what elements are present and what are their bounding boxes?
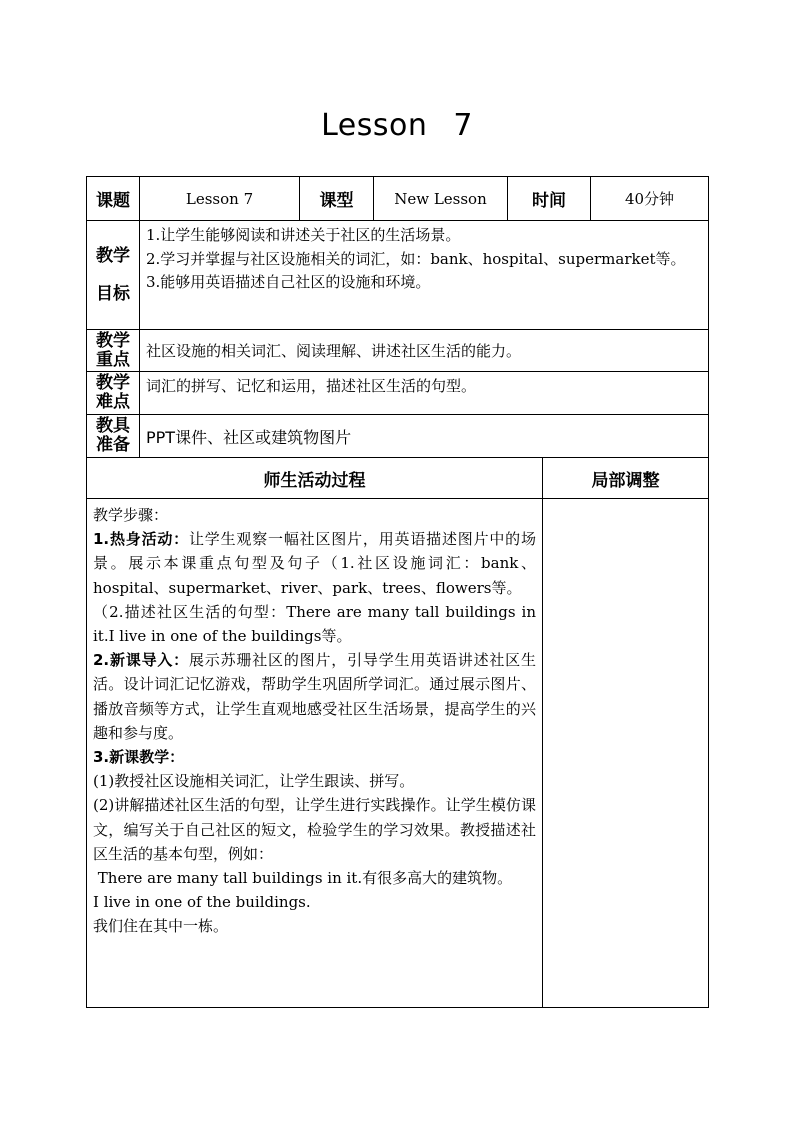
materials-label-2: 准备 <box>96 435 130 455</box>
process-row <box>87 499 709 1008</box>
step-2 <box>93 648 536 745</box>
difficulties-text: 词汇的拼写、记忆和运用，描述社区生活的句型。 <box>140 372 709 415</box>
step-1-text-2: （2.描述社区生活的句型：There are many tall buildings in it.I live in one of the buildings等。 <box>93 602 536 646</box>
materials-label <box>87 415 140 458</box>
process-content <box>87 499 543 1008</box>
key-points-label <box>87 330 140 372</box>
type-value: New Lesson <box>374 177 508 221</box>
step-2-head: 2.新课导入： <box>93 651 189 670</box>
objective-1: 1.让学生能够阅读和讲述关于社区的生活场景。 <box>146 226 461 244</box>
activity-process-header: 师生活动过程 <box>87 458 543 499</box>
step-1-head: 1.热身活动： <box>93 530 189 549</box>
step-3-item-1: (1)教授社区设施相关词汇，让学生跟读、拼写。 <box>93 772 415 791</box>
difficulties-label-1: 教学 <box>96 373 130 393</box>
step-3-item-2: (2)讲解描述社区生活的句型，让学生进行实践操作。让学生模仿课文，编写关于自己社区的短文，检验学生的学习效果。教授描述社区生活的基本句型，例如： <box>93 796 536 863</box>
materials-text: PPT课件、社区或建筑物图片 <box>140 415 709 458</box>
key-points-label-1: 教学 <box>96 330 130 351</box>
objectives-label-2: 目标 <box>96 284 130 304</box>
objectives-row <box>87 221 709 330</box>
step-1-text: 让学生观察一幅社区图片，用英语描述图片中的场景。展示本课重点句型及句子（1.社区设施词汇：bank、hospital、supermarket、river、park、trees、flowers等。 <box>93 530 536 597</box>
step-2-text: 展示苏珊社区的图片，引导学生用英语讲述社区生活。设计词汇记忆游戏，帮助学生巩固所学词汇。通过展示图片、播放音频等方式，让学生直观地感受社区生活场景，提高学生的兴趣和参与度。 <box>93 651 536 742</box>
process-intro: 教学步骤： <box>93 506 169 524</box>
type-label: 课型 <box>300 177 374 221</box>
topic-label: 课题 <box>87 177 140 221</box>
lesson-plan-table <box>86 176 709 1008</box>
objectives-content <box>140 221 709 330</box>
materials-row <box>87 415 709 458</box>
local-adjust-header: 局部调整 <box>543 458 709 499</box>
topic-value: Lesson 7 <box>140 177 300 221</box>
difficulties-row <box>87 372 709 415</box>
difficulties-label-2: 难点 <box>96 392 130 412</box>
objective-2: 2.学习并掌握与社区设施相关的词汇，如：bank、hospital、supermarket等。 <box>146 249 686 268</box>
title-number: 7 <box>453 108 473 143</box>
example-2: I live in one of the buildings. <box>93 893 311 912</box>
difficulties-label <box>87 372 140 415</box>
header-row <box>87 177 709 221</box>
step-3-head: 3.新课教学： <box>93 748 185 767</box>
example-1: There are many tall buildings in it.有很多高大的建筑物。 <box>93 869 513 888</box>
time-label: 时间 <box>508 177 591 221</box>
local-adjust-content <box>543 499 709 1008</box>
page-title <box>0 108 794 143</box>
objective-3: 3.能够用英语描述自己社区的设施和环境。 <box>146 273 431 291</box>
key-points-row <box>87 330 709 372</box>
title-word: Lesson <box>321 108 428 143</box>
objectives-label-1: 教学 <box>96 246 130 266</box>
example-2-cn: 我们住在其中一栋。 <box>93 917 229 936</box>
materials-label-1: 教具 <box>96 416 130 436</box>
process-header-row <box>87 458 709 499</box>
objectives-label <box>87 221 140 330</box>
time-value: 40分钟 <box>591 177 709 221</box>
key-points-label-2: 重点 <box>96 349 130 370</box>
step-1 <box>93 527 536 600</box>
step-3 <box>93 745 536 769</box>
key-points-text: 社区设施的相关词汇、阅读理解、讲述社区生活的能力。 <box>140 330 709 372</box>
